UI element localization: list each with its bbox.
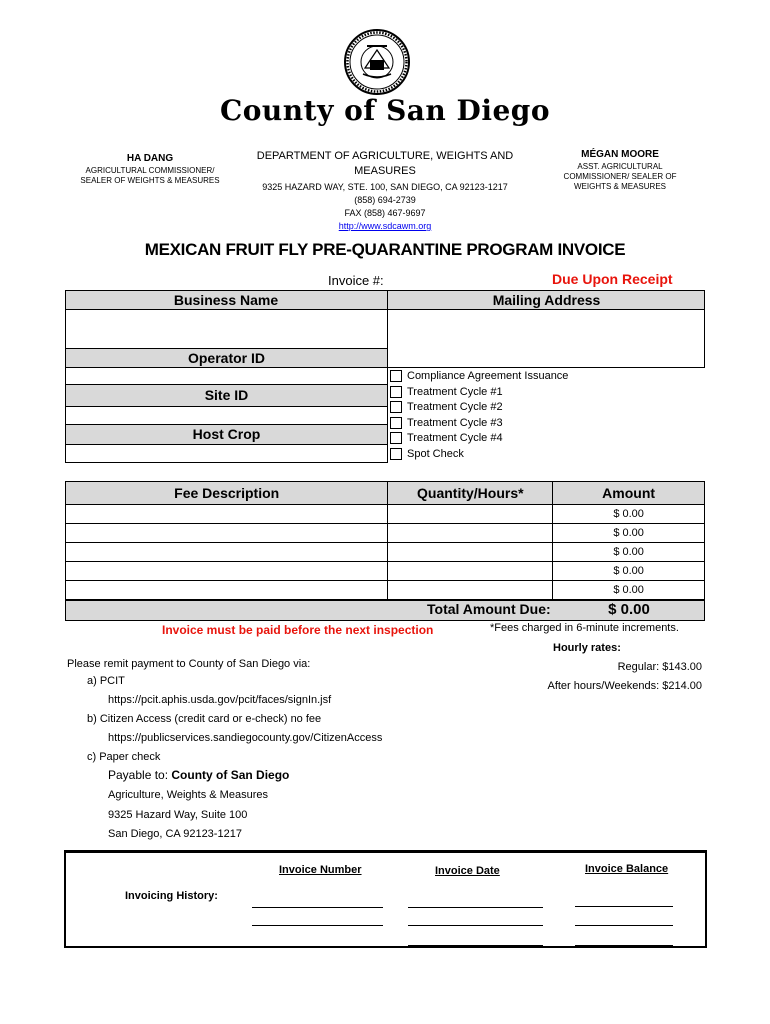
fees-table xyxy=(65,481,705,600)
county-seal-icon xyxy=(343,28,411,96)
department-address: 9325 HAZARD WAY, STE. 100, SAN DIEGO, CA 92123-1217 xyxy=(262,182,508,192)
history-number-line[interactable] xyxy=(252,907,383,908)
quantity-cell[interactable] xyxy=(388,524,553,543)
invoicing-history-label: Invoicing History: xyxy=(125,890,218,902)
remit-option-c: c) Paper check xyxy=(87,751,161,763)
amount-cell: $ 0.00 xyxy=(553,543,705,562)
assistant-name: MÉGAN MOORE xyxy=(581,149,659,160)
fee-description-cell[interactable] xyxy=(66,562,388,581)
table-row xyxy=(66,505,705,524)
checkbox-treatment-cycle-3[interactable]: Treatment Cycle #3 xyxy=(390,416,568,432)
table-row xyxy=(66,543,705,562)
fee-description-cell[interactable] xyxy=(66,524,388,543)
invoice-balance-column: Invoice Balance xyxy=(585,863,669,875)
invoice-number-column: Invoice Number xyxy=(279,864,362,876)
fees-header-row xyxy=(66,482,705,505)
service-checkbox-list xyxy=(390,369,568,463)
department-block xyxy=(220,149,550,233)
quantity-cell[interactable] xyxy=(388,505,553,524)
history-balance-line[interactable] xyxy=(575,945,673,946)
amount-header: Amount xyxy=(553,482,705,505)
operator-id-field[interactable] xyxy=(65,367,388,385)
host-crop-label: Host Crop xyxy=(65,424,388,445)
history-number-line[interactable] xyxy=(252,925,383,926)
amount-cell: $ 0.00 xyxy=(553,524,705,543)
county-title: County of San Diego xyxy=(219,94,551,127)
assistant-title-1: ASST. AGRICULTURAL xyxy=(577,162,663,171)
invoice-date-column: Invoice Date xyxy=(435,865,500,877)
quantity-cell[interactable] xyxy=(388,543,553,562)
fees-increment-note: *Fees charged in 6-minute increments. xyxy=(490,622,679,634)
fee-description-header: Fee Description xyxy=(66,482,388,505)
amount-cell: $ 0.00 xyxy=(553,505,705,524)
operator-id-label: Operator ID xyxy=(65,348,388,368)
fee-description-cell[interactable] xyxy=(66,505,388,524)
checkbox-icon[interactable] xyxy=(390,432,402,444)
payable-to xyxy=(108,768,289,782)
pcit-url-link[interactable]: https://pcit.aphis.usda.gov/pcit/faces/signIn.jsf xyxy=(108,694,332,706)
commissioner-block xyxy=(60,153,240,186)
after-hours-rate: After hours/Weekends: $214.00 xyxy=(547,680,702,692)
remit-address-3: San Diego, CA 92123-1217 xyxy=(108,828,242,840)
assistant-title-3: WEIGHTS & MEASURES xyxy=(573,182,666,191)
invoice-title: MEXICAN FRUIT FLY PRE-QUARANTINE PROGRAM INVOICE xyxy=(144,240,626,259)
department-phone: (858) 694-2739 xyxy=(354,195,416,205)
due-upon-receipt: Due Upon Receipt xyxy=(552,271,673,287)
commissioner-name: HA DANG xyxy=(126,153,174,164)
department-name-1: DEPARTMENT OF AGRICULTURE, WEIGHTS AND xyxy=(256,150,514,162)
mailing-address-field[interactable] xyxy=(387,309,705,368)
payable-name: County of San Diego xyxy=(171,768,290,782)
quantity-cell[interactable] xyxy=(388,562,553,581)
pay-before-notice: Invoice must be paid before the next inspection xyxy=(162,623,434,637)
table-row xyxy=(66,581,705,600)
checkbox-treatment-cycle-2[interactable]: Treatment Cycle #2 xyxy=(390,400,568,416)
checkbox-spot-check[interactable]: Spot Check xyxy=(390,447,568,463)
amount-cell: $ 0.00 xyxy=(553,562,705,581)
quantity-hours-header: Quantity/Hours* xyxy=(388,482,553,505)
payable-prefix: Payable to: xyxy=(108,768,169,782)
checkbox-compliance-agreement[interactable]: Compliance Agreement Issuance xyxy=(390,369,568,385)
department-fax: FAX (858) 467-9697 xyxy=(344,208,426,218)
checkbox-icon[interactable] xyxy=(390,448,402,460)
hourly-rates-label: Hourly rates: xyxy=(553,642,621,654)
checkbox-treatment-cycle-1[interactable]: Treatment Cycle #1 xyxy=(390,385,568,401)
remit-address-2: 9325 Hazard Way, Suite 100 xyxy=(108,809,248,821)
checkbox-icon[interactable] xyxy=(390,417,402,429)
site-id-label: Site ID xyxy=(65,384,388,407)
mailing-address-header: Mailing Address xyxy=(492,292,601,308)
remit-address-1: Agriculture, Weights & Measures xyxy=(108,789,268,801)
checkbox-treatment-cycle-4[interactable]: Treatment Cycle #4 xyxy=(390,431,568,447)
checkbox-icon[interactable] xyxy=(390,386,402,398)
table-row xyxy=(66,524,705,543)
total-amount-label: Total Amount Due: xyxy=(427,601,551,617)
site-id-field[interactable] xyxy=(65,406,388,425)
department-website-link[interactable]: http://www.sdcawm.org xyxy=(338,221,432,231)
fee-description-cell[interactable] xyxy=(66,581,388,600)
quantity-cell[interactable] xyxy=(388,581,553,600)
assistant-title-2: COMMISSIONER/ SEALER OF xyxy=(563,172,677,181)
department-name-2: MEASURES xyxy=(354,165,416,177)
checkbox-icon[interactable] xyxy=(390,401,402,413)
history-balance-line[interactable] xyxy=(575,925,673,926)
checkbox-icon[interactable] xyxy=(390,370,402,382)
history-date-line[interactable] xyxy=(408,945,543,946)
history-balance-line[interactable] xyxy=(575,906,673,907)
total-amount-value: $ 0.00 xyxy=(608,601,650,618)
table-row xyxy=(66,562,705,581)
assistant-block xyxy=(530,149,710,192)
commissioner-title-2: SEALER OF WEIGHTS & MEASURES xyxy=(80,176,220,185)
business-name-field[interactable] xyxy=(65,309,388,349)
regular-rate: Regular: $143.00 xyxy=(617,661,702,673)
citizen-access-url-link[interactable]: https://publicservices.sandiegocounty.gov/CitizenAccess xyxy=(108,732,383,744)
commissioner-title-1: AGRICULTURAL COMMISSIONER/ xyxy=(85,166,215,175)
remit-option-b: b) Citizen Access (credit card or e-check) no fee xyxy=(87,713,322,725)
history-date-line[interactable] xyxy=(408,907,543,908)
remit-option-a: a) PCIT xyxy=(87,675,125,687)
invoice-number-label: Invoice #: xyxy=(328,273,384,288)
remit-intro: Please remit payment to County of San Diego via: xyxy=(67,658,311,670)
history-date-line[interactable] xyxy=(408,925,543,926)
fee-description-cell[interactable] xyxy=(66,543,388,562)
business-name-header: Business Name xyxy=(173,292,279,308)
amount-cell: $ 0.00 xyxy=(553,581,705,600)
host-crop-field[interactable] xyxy=(65,444,388,463)
